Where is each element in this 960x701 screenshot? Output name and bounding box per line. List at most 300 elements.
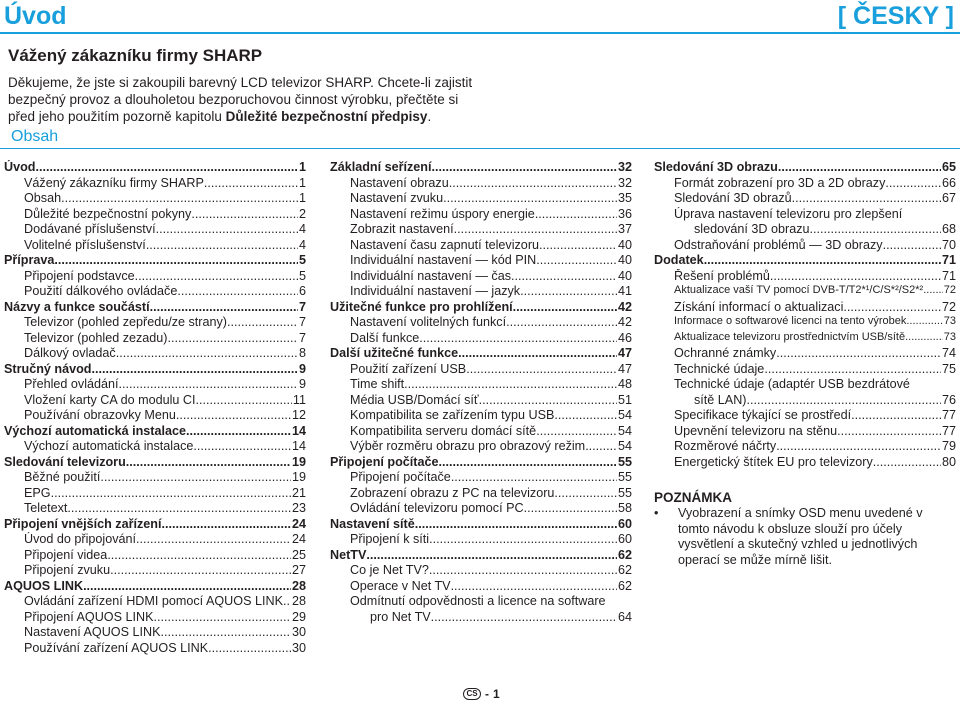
toc-entry-page: 7 bbox=[298, 315, 306, 329]
toc-dot-leader bbox=[176, 408, 291, 422]
toc-dot-leader bbox=[150, 300, 298, 314]
toc-dot-leader bbox=[168, 331, 298, 345]
toc-dot-leader bbox=[535, 207, 617, 221]
toc-entry[interactable] bbox=[330, 238, 632, 254]
toc-entry-title: Kompatibilita se zařízením typu USB bbox=[350, 408, 555, 422]
toc-section-entry[interactable] bbox=[4, 300, 306, 316]
toc-entry-page: 54 bbox=[617, 423, 632, 438]
toc-entry-page: 32 bbox=[617, 175, 632, 190]
toc-dot-leader bbox=[539, 238, 617, 252]
toc-entry-page: 28 bbox=[291, 578, 306, 593]
toc-dot-leader bbox=[204, 176, 298, 190]
greeting-title: Vážený zákazníku firmy SHARP bbox=[8, 46, 263, 65]
toc-entry-page: 24 bbox=[291, 532, 306, 546]
toc-entry[interactable] bbox=[4, 315, 306, 331]
toc-dot-leader bbox=[520, 284, 617, 298]
toc-entry-page: 65 bbox=[941, 160, 956, 174]
note-title: POZNÁMKA bbox=[654, 490, 732, 505]
toc-entry-page: 7 bbox=[298, 299, 306, 314]
toc-entry[interactable] bbox=[654, 408, 956, 424]
toc-dot-leader bbox=[146, 238, 298, 252]
toc-entry[interactable] bbox=[654, 176, 956, 192]
toc-entry[interactable] bbox=[4, 439, 306, 455]
toc-entry-title: Běžné použití bbox=[24, 470, 101, 484]
toc-section-entry[interactable] bbox=[330, 300, 632, 316]
toc-dot-leader bbox=[810, 222, 941, 236]
toc-dot-leader bbox=[837, 424, 941, 438]
toc-entry[interactable] bbox=[4, 191, 306, 207]
toc-entry-title: Nastavení času zapnutí televizoru bbox=[350, 237, 540, 252]
toc-entry-page: 76 bbox=[941, 392, 956, 407]
toc-entry-title: Řešení problémů bbox=[674, 268, 770, 283]
page-number: 1 bbox=[493, 687, 500, 701]
toc-entry-title: sledování 3D obrazu bbox=[694, 222, 810, 236]
toc-dot-leader bbox=[843, 300, 941, 314]
toc-entry-title: Úvod do připojování bbox=[24, 532, 137, 546]
toc-entry[interactable] bbox=[654, 269, 956, 285]
toc-entry-page: 37 bbox=[617, 222, 632, 236]
toc-entry-title: Použití zařízení USB bbox=[350, 361, 467, 376]
toc-dot-leader bbox=[177, 284, 298, 298]
toc-entry-title: Další užitečné funkce bbox=[330, 346, 459, 360]
toc-entry-title: Vážený zákazníku firmy SHARP bbox=[24, 175, 204, 190]
toc-entry[interactable] bbox=[4, 532, 306, 548]
toc-entry-title: Připojení vnějších zařízení bbox=[4, 516, 162, 531]
toc-entry[interactable] bbox=[654, 439, 956, 455]
toc-entry-page: 72 bbox=[943, 284, 956, 296]
toc-entry-page: 62 bbox=[617, 578, 632, 593]
toc-entry-title: Užitečné funkce pro prohlížení bbox=[330, 299, 513, 314]
toc-section-entry[interactable] bbox=[654, 160, 956, 176]
toc-entry[interactable] bbox=[654, 300, 956, 316]
toc-entry-title: Sledování 3D obrazů bbox=[674, 191, 792, 205]
toc-entry[interactable] bbox=[654, 331, 956, 347]
toc-entry-page: 55 bbox=[617, 470, 632, 484]
toc-dot-leader bbox=[792, 191, 941, 205]
toc-dot-leader bbox=[126, 455, 291, 469]
toc-entry-title: Volitelné příslušenství bbox=[24, 237, 146, 252]
toc-dot-leader bbox=[429, 532, 617, 546]
toc-section-entry[interactable] bbox=[330, 455, 632, 471]
toc-dot-leader bbox=[186, 424, 291, 438]
toc-dot-leader bbox=[776, 439, 941, 453]
toc-dot-leader bbox=[776, 346, 941, 360]
toc-dot-leader bbox=[923, 284, 943, 296]
toc-entry[interactable] bbox=[4, 207, 306, 223]
toc-section-entry[interactable] bbox=[330, 548, 632, 564]
toc-entry-title: Základní seřízení bbox=[330, 160, 432, 174]
toc-entry-title: Další funkce bbox=[350, 330, 420, 345]
greeting-text bbox=[8, 74, 488, 125]
toc-entry-page: 51 bbox=[617, 392, 632, 407]
toc-entry[interactable] bbox=[330, 377, 632, 393]
toc-entry-page: 9 bbox=[298, 377, 306, 391]
toc-entry-page: 42 bbox=[617, 299, 632, 314]
toc-section-entry[interactable] bbox=[4, 455, 306, 471]
toc-dot-leader bbox=[770, 269, 941, 283]
toc-entry-page: 80 bbox=[941, 454, 956, 469]
toc-dot-leader bbox=[506, 315, 617, 329]
note-bullet: • bbox=[654, 506, 659, 520]
toc-dot-leader bbox=[458, 346, 617, 360]
toc-entry-title: Specifikace týkající se prostředí bbox=[674, 408, 852, 422]
footer-separator: - bbox=[485, 687, 489, 701]
toc-entry[interactable] bbox=[330, 501, 632, 517]
toc-entry-page: 46 bbox=[617, 330, 632, 345]
toc-dot-leader bbox=[154, 610, 291, 624]
toc-dot-leader bbox=[451, 579, 617, 593]
toc-entry-title: Nastavení volitelných funkcí bbox=[350, 315, 507, 329]
toc-entry-page: 1 bbox=[298, 191, 306, 205]
toc-heading-rule bbox=[0, 148, 960, 149]
toc-entry-page: 36 bbox=[617, 206, 632, 221]
toc-entry-title: Připojení videa bbox=[24, 547, 108, 562]
toc-entry-page: 30 bbox=[291, 625, 306, 639]
toc-entry[interactable] bbox=[654, 284, 956, 300]
toc-entry[interactable] bbox=[654, 362, 956, 378]
toc-entry-page: 12 bbox=[291, 408, 306, 422]
toc-entry-title: Názvy a funkce součástí bbox=[4, 299, 150, 314]
toc-entry[interactable] bbox=[4, 331, 306, 347]
toc-dot-leader bbox=[851, 408, 941, 422]
toc-entry-title: Úvod bbox=[4, 160, 36, 174]
toc-entry-page: 40 bbox=[617, 253, 632, 267]
toc-entry-title: Energetický štítek EU pro televizory bbox=[674, 454, 873, 469]
toc-dot-leader bbox=[156, 222, 298, 236]
toc-entry[interactable] bbox=[330, 269, 632, 285]
toc-entry-title: Televizor (pohled zepředu/ze strany) bbox=[24, 315, 227, 329]
toc-dot-leader bbox=[536, 424, 617, 438]
toc-entry-title: Time shift bbox=[350, 377, 405, 391]
toc-dot-leader bbox=[51, 486, 291, 500]
toc-entry-title: Dálkový ovladač bbox=[24, 346, 116, 360]
toc-entry-page: 72 bbox=[941, 299, 956, 314]
toc-entry-page: 70 bbox=[941, 237, 956, 252]
toc-entry-title: Přehled ovládání bbox=[24, 377, 119, 391]
toc-section-entry[interactable] bbox=[4, 579, 306, 595]
toc-entry-page: 28 bbox=[291, 594, 306, 608]
toc-entry-page: 30 bbox=[291, 640, 306, 655]
header-rule bbox=[0, 32, 960, 34]
toc-entry-page: 48 bbox=[617, 377, 632, 391]
page-header bbox=[0, 0, 960, 34]
toc-entry[interactable] bbox=[330, 594, 632, 610]
toc-section-entry[interactable] bbox=[654, 253, 956, 269]
toc-dot-leader bbox=[511, 269, 617, 283]
toc-entry[interactable] bbox=[4, 625, 306, 641]
toc-dot-leader bbox=[283, 594, 291, 608]
toc-dot-leader bbox=[135, 269, 298, 283]
toc-entry-page: 5 bbox=[298, 253, 306, 267]
greeting-text-bold: Důležité bezpečnostní předpisy bbox=[225, 109, 428, 124]
toc-dot-leader bbox=[100, 470, 291, 484]
toc-entry-title: Připojení podstavce bbox=[24, 268, 135, 283]
toc-entry-page: 73 bbox=[943, 315, 956, 327]
toc-entry-page: 42 bbox=[617, 315, 632, 329]
toc-dot-leader bbox=[404, 377, 617, 391]
toc-dot-leader bbox=[438, 455, 617, 469]
toc-entry-page: 14 bbox=[291, 439, 306, 453]
toc-entry[interactable] bbox=[4, 238, 306, 254]
toc-entry[interactable] bbox=[654, 315, 956, 331]
toc-entry[interactable] bbox=[4, 486, 306, 502]
toc-dot-leader bbox=[415, 517, 617, 531]
toc-entry[interactable] bbox=[4, 641, 306, 657]
toc-entry-page: 32 bbox=[617, 160, 632, 174]
toc-entry-page: 14 bbox=[291, 423, 306, 438]
toc-entry[interactable] bbox=[654, 207, 956, 223]
toc-column-2 bbox=[330, 160, 632, 625]
toc-dot-leader bbox=[67, 501, 291, 515]
toc-entry-title: Ovládání zařízení HDMI pomocí AQUOS LINK bbox=[24, 594, 283, 608]
toc-entry-title: NetTV bbox=[330, 547, 367, 562]
toc-entry-page: 74 bbox=[941, 346, 956, 360]
toc-entry[interactable] bbox=[330, 424, 632, 440]
toc-entry[interactable] bbox=[330, 610, 632, 626]
toc-section-entry[interactable] bbox=[330, 517, 632, 533]
toc-entry[interactable] bbox=[330, 362, 632, 378]
toc-entry-page: 77 bbox=[941, 423, 956, 438]
toc-entry[interactable] bbox=[654, 377, 956, 393]
toc-entry-title: Technické údaje (adaptér USB bezdrátové bbox=[674, 377, 910, 391]
toc-dot-leader bbox=[431, 610, 617, 624]
language-label: [ ČESKY ] bbox=[837, 2, 954, 30]
toc-dot-leader bbox=[554, 408, 617, 422]
toc-entry-page: 8 bbox=[298, 346, 306, 360]
toc-entry[interactable] bbox=[330, 253, 632, 269]
toc-entry-page: 40 bbox=[617, 268, 632, 283]
toc-entry-page: 58 bbox=[617, 501, 632, 515]
toc-entry[interactable] bbox=[4, 594, 306, 610]
toc-entry[interactable] bbox=[4, 501, 306, 517]
toc-entry-page: 77 bbox=[941, 408, 956, 422]
toc-entry-title: Výchozí automatická instalace bbox=[24, 439, 194, 453]
toc-entry[interactable] bbox=[654, 191, 956, 207]
toc-entry[interactable] bbox=[654, 346, 956, 362]
toc-entry[interactable] bbox=[654, 238, 956, 254]
toc-dot-leader bbox=[451, 470, 617, 484]
toc-entry-title: Zobrazit nastavení bbox=[350, 222, 454, 236]
toc-entry-page: 64 bbox=[617, 609, 632, 624]
toc-entry-page: 68 bbox=[941, 222, 956, 236]
toc-entry-title: Používání obrazovky Menu bbox=[24, 408, 176, 422]
toc-entry-title: Používání zařízení AQUOS LINK bbox=[24, 640, 209, 655]
toc-entry-page: 73 bbox=[943, 330, 956, 343]
toc-entry-title: Připojení počítače bbox=[330, 454, 439, 469]
toc-entry-page: 62 bbox=[617, 547, 632, 562]
toc-entry-page: 35 bbox=[617, 191, 632, 205]
toc-entry-page: 1 bbox=[298, 160, 306, 174]
toc-entry-title: Sledování 3D obrazu bbox=[654, 160, 778, 174]
toc-entry-title: Média USB/Domácí síť bbox=[350, 392, 479, 407]
toc-dot-leader bbox=[136, 532, 291, 546]
toc-entry[interactable] bbox=[330, 191, 632, 207]
toc-dot-leader bbox=[524, 501, 617, 515]
toc-dot-leader bbox=[905, 331, 943, 343]
toc-entry-title: Individuální nastavení — kód PIN bbox=[350, 253, 537, 267]
toc-entry-page: 60 bbox=[617, 516, 632, 531]
toc-dot-leader bbox=[906, 315, 942, 327]
toc-section-entry[interactable] bbox=[330, 160, 632, 176]
toc-entry[interactable] bbox=[654, 424, 956, 440]
toc-entry-page: 71 bbox=[941, 268, 956, 283]
toc-entry[interactable] bbox=[330, 222, 632, 238]
greeting-text-end: . bbox=[427, 109, 432, 124]
toc-entry-title: Vložení karty CA do modulu CI bbox=[24, 392, 196, 407]
toc-entry-page: 47 bbox=[617, 361, 632, 376]
toc-entry-title: sítě LAN) bbox=[694, 392, 747, 407]
toc-dot-leader bbox=[585, 439, 617, 453]
toc-entry[interactable] bbox=[330, 532, 632, 548]
toc-entry-page: 29 bbox=[291, 609, 306, 624]
toc-entry-title: AQUOS LINK bbox=[4, 578, 84, 593]
toc-entry-title: Aktualizace televizoru prostřednictvím USB/sítě bbox=[674, 330, 906, 343]
toc-entry-page: 60 bbox=[617, 532, 632, 546]
toc-dot-leader bbox=[419, 331, 617, 345]
toc-entry[interactable] bbox=[4, 610, 306, 626]
toc-entry-page: 40 bbox=[617, 237, 632, 252]
toc-entry[interactable] bbox=[330, 563, 632, 579]
toc-entry[interactable] bbox=[654, 222, 956, 238]
toc-entry-title: Úprava nastavení televizoru pro zlepšení bbox=[674, 206, 903, 221]
toc-entry-title: Zobrazení obrazu z PC na televizoru bbox=[350, 485, 555, 500]
toc-entry[interactable] bbox=[4, 548, 306, 564]
toc-dot-leader bbox=[193, 439, 291, 453]
toc-entry[interactable] bbox=[330, 331, 632, 347]
toc-entry[interactable] bbox=[654, 455, 956, 471]
page-footer bbox=[463, 687, 500, 701]
toc-dot-leader bbox=[449, 176, 617, 190]
toc-dot-leader bbox=[196, 393, 292, 407]
toc-entry-page: 79 bbox=[941, 439, 956, 453]
toc-entry-page: 4 bbox=[298, 237, 306, 252]
toc-dot-leader bbox=[54, 253, 298, 267]
toc-entry-title: Co je Net TV? bbox=[350, 563, 429, 577]
toc-dot-leader bbox=[704, 253, 941, 267]
toc-entry[interactable] bbox=[4, 176, 306, 192]
toc-entry-page: 47 bbox=[617, 346, 632, 360]
toc-entry-title: Operace v Net TV bbox=[350, 578, 451, 593]
toc-entry-page: 62 bbox=[617, 563, 632, 577]
toc-entry-title: Individuální nastavení — čas bbox=[350, 268, 512, 283]
toc-entry-page: 19 bbox=[291, 454, 306, 469]
toc-entry-title: Sledování televizoru bbox=[4, 454, 126, 469]
toc-entry[interactable] bbox=[4, 470, 306, 486]
toc-entry-page: 6 bbox=[298, 284, 306, 298]
toc-entry[interactable] bbox=[330, 470, 632, 486]
toc-entry-title: pro Net TV bbox=[370, 609, 431, 624]
toc-dot-leader bbox=[883, 238, 941, 252]
toc-entry[interactable] bbox=[4, 346, 306, 362]
toc-entry-title: Informace o softwarové licenci na tento výrobek bbox=[674, 315, 907, 327]
toc-dot-leader bbox=[208, 641, 291, 655]
toc-entry-page: 2 bbox=[298, 206, 306, 221]
toc-dot-leader bbox=[454, 222, 617, 236]
toc-entry[interactable] bbox=[330, 579, 632, 595]
toc-heading-bar bbox=[0, 126, 960, 150]
toc-entry-title: Získání informací o aktualizaci bbox=[674, 299, 844, 314]
toc-dot-leader bbox=[554, 486, 617, 500]
toc-entry[interactable] bbox=[330, 393, 632, 409]
toc-entry-page: 54 bbox=[617, 408, 632, 422]
toc-entry[interactable] bbox=[4, 393, 306, 409]
toc-section-entry[interactable] bbox=[4, 517, 306, 533]
toc-dot-leader bbox=[429, 563, 617, 577]
toc-entry-title: Nastavení AQUOS LINK bbox=[24, 625, 161, 639]
toc-section-entry[interactable] bbox=[4, 253, 306, 269]
toc-column-1 bbox=[4, 160, 306, 656]
toc-entry-title: Dodatek bbox=[654, 253, 704, 267]
toc-entry[interactable] bbox=[330, 439, 632, 455]
toc-heading: Obsah bbox=[11, 128, 59, 145]
toc-section-entry[interactable] bbox=[4, 160, 306, 176]
toc-entry-title: Příprava bbox=[4, 253, 55, 267]
toc-entry[interactable] bbox=[330, 176, 632, 192]
toc-entry[interactable] bbox=[4, 408, 306, 424]
toc-entry[interactable] bbox=[4, 284, 306, 300]
toc-entry[interactable] bbox=[330, 284, 632, 300]
toc-entry-page: 71 bbox=[941, 253, 956, 267]
toc-entry[interactable] bbox=[330, 315, 632, 331]
toc-entry-page: 23 bbox=[291, 501, 306, 515]
toc-entry[interactable] bbox=[330, 207, 632, 223]
page-title: Úvod bbox=[4, 2, 67, 30]
toc-dot-leader bbox=[466, 362, 617, 376]
toc-entry-title: Upevnění televizoru na stěnu bbox=[674, 423, 838, 438]
toc-entry-page: 66 bbox=[941, 175, 956, 190]
toc-dot-leader bbox=[764, 362, 941, 376]
toc-entry-title: Ochranné známky bbox=[674, 346, 777, 360]
toc-entry-title: Stručný návod bbox=[4, 361, 92, 376]
toc-dot-leader bbox=[91, 362, 298, 376]
toc-section-entry[interactable] bbox=[330, 346, 632, 362]
toc-dot-leader bbox=[513, 300, 617, 314]
toc-column-3 bbox=[654, 160, 956, 470]
toc-entry-title: Televizor (pohled zezadu) bbox=[24, 330, 168, 345]
toc-entry[interactable] bbox=[4, 269, 306, 285]
toc-entry-page: 7 bbox=[298, 330, 306, 345]
toc-dot-leader bbox=[885, 176, 941, 190]
toc-dot-leader bbox=[536, 253, 617, 267]
toc-entry-page: 21 bbox=[291, 485, 306, 500]
toc-entry-title: Nastavení zvuku bbox=[350, 191, 444, 205]
toc-entry-page: 55 bbox=[617, 485, 632, 500]
toc-entry-title: Odstraňování problémů — 3D obrazy bbox=[674, 237, 883, 252]
toc-entry-page: 67 bbox=[941, 191, 956, 205]
toc-entry-title: Aktualizace vaší TV pomocí DVB-T/T2*¹/C/S*²/S2*² bbox=[674, 284, 924, 296]
toc-entry-page: 25 bbox=[291, 547, 306, 562]
toc-entry-title: Teletext bbox=[24, 501, 68, 515]
toc-entry[interactable] bbox=[330, 408, 632, 424]
toc-entry-title: Nastavení režimu úspory energie bbox=[350, 206, 535, 221]
toc-section-entry[interactable] bbox=[4, 424, 306, 440]
toc-entry[interactable] bbox=[654, 393, 956, 409]
toc-entry[interactable] bbox=[330, 486, 632, 502]
toc-entry-title: Nastavení obrazu bbox=[350, 175, 449, 190]
toc-entry[interactable] bbox=[4, 563, 306, 579]
toc-dot-leader bbox=[61, 191, 298, 205]
toc-entry-title: Výchozí automatická instalace bbox=[4, 423, 186, 438]
toc-entry-title: EPG bbox=[24, 485, 51, 500]
toc-entry-title: Ovládání televizoru pomocí PC bbox=[350, 501, 524, 515]
toc-entry-page: 1 bbox=[298, 175, 306, 190]
toc-section-entry[interactable] bbox=[4, 362, 306, 378]
toc-entry-page: 11 bbox=[292, 392, 306, 407]
toc-dot-leader bbox=[366, 548, 617, 562]
toc-entry[interactable] bbox=[4, 222, 306, 238]
toc-entry[interactable] bbox=[4, 377, 306, 393]
toc-entry-title: Připojení zvuku bbox=[24, 563, 111, 577]
